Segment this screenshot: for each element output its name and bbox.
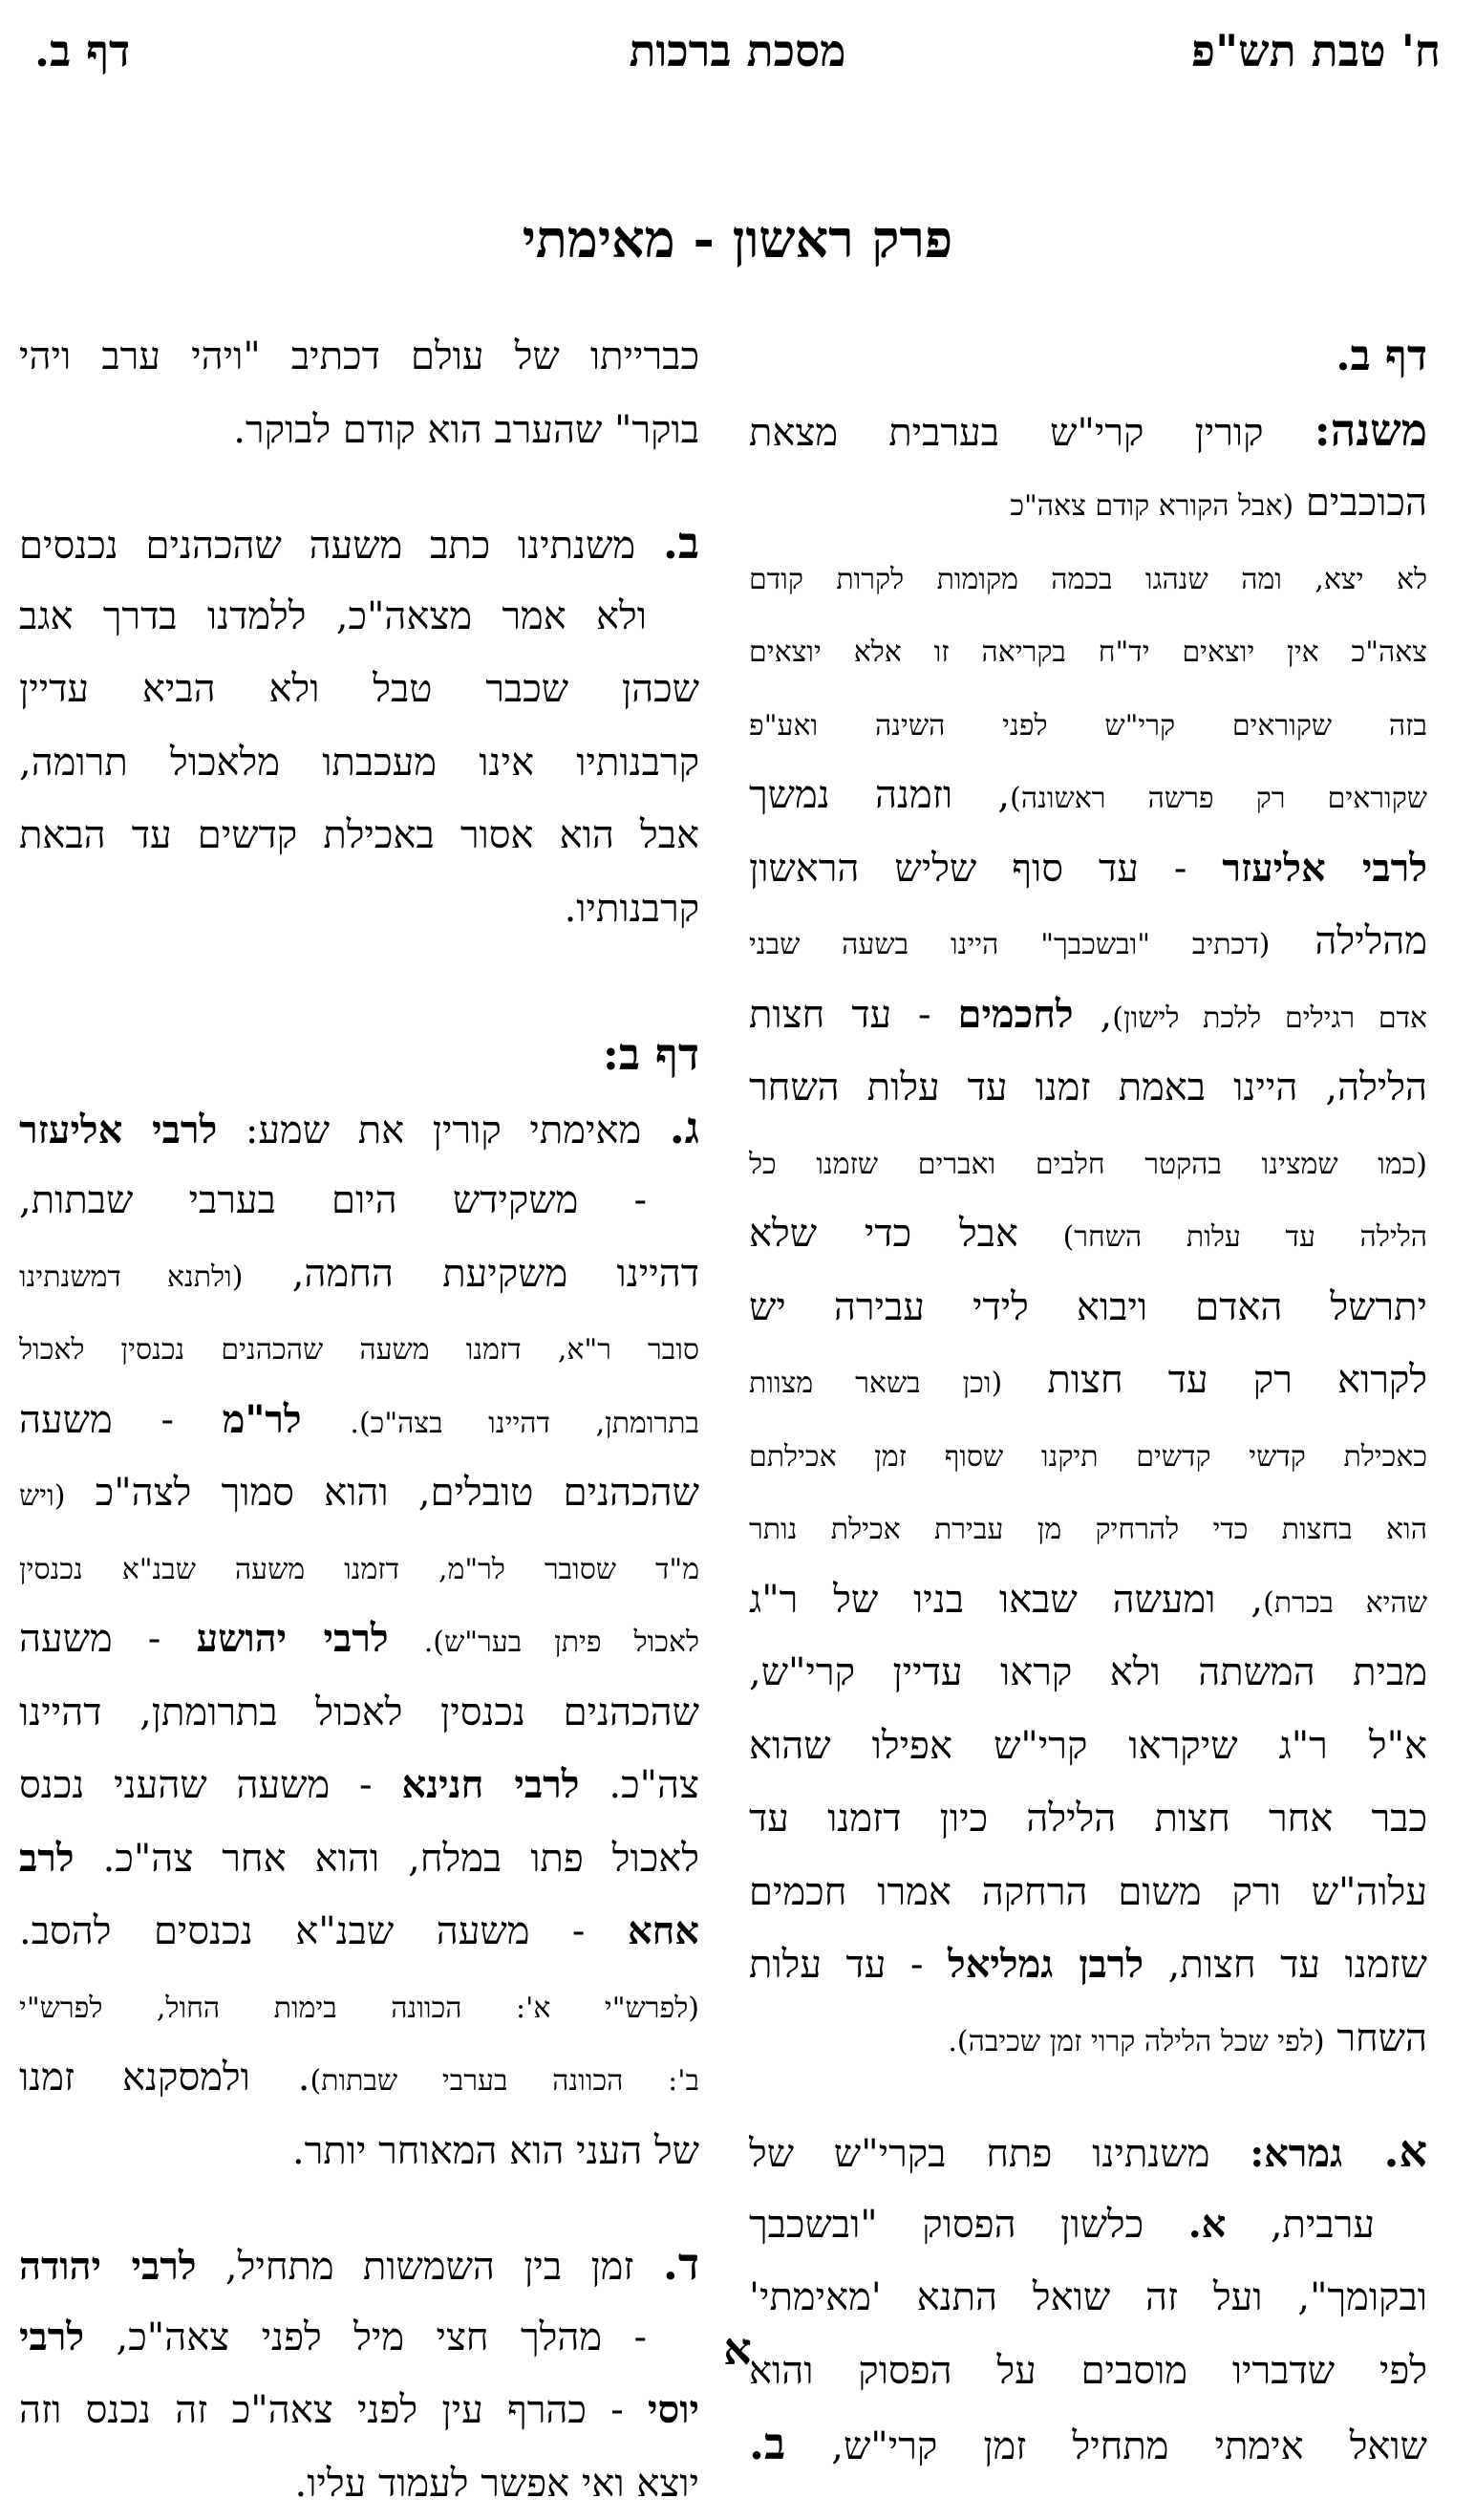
parenthetical-note: בתרומתן, דהיינו בצה"כ). <box>350 1407 699 1440</box>
text-run: השחר <box>1325 2016 1427 2060</box>
parenthetical-note: (ולתנא דמשנתינו <box>19 1260 243 1294</box>
text-line <box>749 2002 1427 2076</box>
text-run: - משעה שבנ"א נכנסים להסב. <box>19 1909 628 1953</box>
left-column <box>19 320 699 2520</box>
text-run: - משקידש היום בערבי שבתות, <box>19 1178 647 1222</box>
section-label: משנה: <box>1315 404 1427 456</box>
parenthetical-note: (אבל הקורא קודם צאה"כ <box>1010 489 1293 523</box>
left-column-body <box>19 320 699 2520</box>
text-run: הלילה, היינו באמת זמנו עד עלות השחר <box>749 1066 1427 1109</box>
text-line <box>749 394 1427 467</box>
text-run: - משעה <box>19 1398 223 1442</box>
text-run: שהכהנים נכנסין לאכול בתרומתן, דהיינו <box>19 1691 699 1734</box>
text-run: הכוכבים <box>1293 481 1427 525</box>
parenthetical-note: (דכתיב "ובשכבך" היינו בשעה שבני <box>749 928 1270 961</box>
bold-term: לרב <box>19 1836 75 1881</box>
bold-term: לרבי אליעזר <box>19 1108 217 1152</box>
text-line <box>749 905 1427 979</box>
text-run: מאימתי קורין את שמע: <box>217 1109 670 1152</box>
text-line <box>749 1417 1427 1491</box>
text-run: משנתינו פתח בקרי"ש של <box>749 2132 1250 2176</box>
text-run: כבר אחר חצות הלילה כיון דזמנו עד <box>749 1797 1427 1841</box>
tractate-name: מסכת ברכות <box>629 17 845 84</box>
text-line <box>749 1710 1427 1783</box>
text-run: - מהלך חצי מיל לפני צאה"כ, <box>84 2315 647 2359</box>
section-label: דף ב: <box>603 1028 699 1080</box>
parenthetical-note: (לפי שכל הלילה קרוי זמן שכיבה). <box>948 2025 1324 2058</box>
bold-term: לרבי יהודה <box>19 2244 197 2289</box>
text-line <box>19 1969 699 2042</box>
text-line <box>749 613 1427 686</box>
parenthetical-note: צאה"כ אין יוצאים יד"ח בקריאה זו אלא יוצאים <box>749 635 1427 669</box>
text-run: קרבנותיו אינו מעכבתו מלאכול תרומה, <box>19 741 699 785</box>
bold-term: לרבי יהושע <box>196 1616 388 1661</box>
text-line <box>749 686 1427 760</box>
text-run: אבל כדי שלא <box>749 1212 1018 1256</box>
text-run: משנתינו כתב משעה שהכהנים נכנסים <box>19 524 663 568</box>
text-run: - משעה שהעני נכנס <box>19 1763 401 1807</box>
text-run: דהיינו משקיעת החמה, <box>243 1252 699 1296</box>
text-line <box>749 1125 1427 1198</box>
text-run: בוקר" שהערב הוא קודם לבוקר. <box>233 408 699 452</box>
parenthetical-note: הוא בחצות כדי להרחיק מן עבירת אכילת נותר <box>749 1513 1427 1546</box>
text-line <box>19 726 699 800</box>
text-run: , <box>1074 993 1113 1037</box>
text-line <box>749 1856 1427 1929</box>
text-run: - עד סוף שליש הראשון <box>749 847 1222 891</box>
text-line <box>19 1164 699 1238</box>
text-line <box>749 1490 1427 1563</box>
text-line <box>19 2041 699 2115</box>
text-run: - עד חצות <box>749 993 957 1037</box>
section-label: ב. <box>749 2418 785 2469</box>
text-line <box>19 1091 699 1165</box>
text-run: - כהרף עין לפני צאה"כ זה נכנס וזה <box>19 2388 648 2432</box>
page-number: א <box>0 2320 1475 2378</box>
text-line <box>749 759 1427 832</box>
text-line <box>19 653 699 726</box>
text-line <box>19 1603 699 1676</box>
text-run: יוצא ואי אפשר לעמוד עליו. <box>294 2462 699 2506</box>
parenthetical-note: סובר ר"א, דזמנו משעה שהכהנים נכנסין לאכול <box>19 1333 699 1367</box>
chapter-title: פרק ראשון - מאימתי <box>0 196 1475 282</box>
text-run: מבית המשתה ולא קראו עדיין קרי"ש, <box>749 1650 1427 1694</box>
text-run: קורין קרי"ש בערבית מצאת <box>749 411 1315 455</box>
text-line <box>19 1384 699 1457</box>
paragraph-gap <box>19 466 699 506</box>
text-line <box>19 580 699 654</box>
text-line <box>749 2115 1427 2188</box>
text-line <box>19 799 699 872</box>
parenthetical-note: בזה שקוראים קרי"ש לפני השינה ואע"פ <box>749 709 1427 743</box>
bold-term: יוסי <box>648 2387 699 2432</box>
text-line <box>749 1563 1427 1637</box>
parenthetical-note: כאכילת קדשי קדשים תיקנו שסוף זמן אכילתם <box>749 1440 1427 1474</box>
text-run: שזמנו עד חצות, <box>1144 1943 1427 1987</box>
text-line <box>19 1530 699 1604</box>
text-run: לאכול פתו במלח, והוא אחר צה"כ. <box>75 1837 699 1881</box>
text-line <box>749 1782 1427 1856</box>
section-label: א. <box>1383 2125 1427 2177</box>
text-run: כברייתו של עולם דכתיב "ויהי ערב ויהי <box>19 334 699 378</box>
bold-term: לרבי חנינא <box>401 1762 579 1807</box>
bold-term: גמרא: <box>1250 2131 1383 2176</box>
text-run: יתרשל האדם ויבוא לידי עבירה יש <box>749 1285 1427 1329</box>
parenthetical-note: (וכן בשאר מצוות <box>749 1367 1002 1400</box>
bold-term: א. <box>1188 2202 1227 2247</box>
paragraph-gap <box>19 945 699 1018</box>
paragraph-gap <box>749 2075 1427 2115</box>
text-run: ולא אמר מצאה"כ, ללמדנו בדרך אגב <box>19 594 647 638</box>
bold-term: לחכמים <box>957 992 1073 1037</box>
right-column-body <box>749 394 1427 2481</box>
hebrew-date: ח' טבת תש"פ <box>1191 17 1441 84</box>
text-line <box>749 979 1427 1052</box>
parenthetical-note: (ויש <box>19 1479 66 1513</box>
text-run: - עד עלות <box>749 1943 948 1987</box>
text-line <box>19 1238 699 1311</box>
text-line <box>19 1018 699 1091</box>
text-line <box>19 1676 699 1750</box>
parenthetical-note: לאכול פיתן בער"ש). <box>424 1626 699 1659</box>
text-run: , ומעשה שבאו בניו של ר"ג <box>749 1578 1263 1622</box>
text-line <box>19 1310 699 1384</box>
parenthetical-note: הלילה עד עלות השחר) <box>1018 1220 1427 1254</box>
text-line <box>19 394 699 467</box>
parenthetical-note: לא יצא, ומה שנהגו בכמה מקומות לקרות קודם <box>749 563 1427 596</box>
text-line <box>19 2228 699 2301</box>
text-line <box>749 1344 1427 1417</box>
text-line <box>749 1197 1427 1271</box>
section-label: ד. <box>663 2238 699 2290</box>
text-run: קרבנותיו. <box>565 887 699 931</box>
text-line <box>19 2447 699 2520</box>
daf-label: דף ב. <box>749 320 1427 394</box>
text-run: מהלילה <box>1270 919 1427 963</box>
daf-reference: דף ב. <box>34 17 130 84</box>
paragraph-gap <box>19 2187 699 2228</box>
parenthetical-note: שקוראים רק פרשה ראשונה) <box>1010 782 1427 815</box>
text-line <box>19 872 699 946</box>
text-line <box>19 1749 699 1822</box>
parenthetical-note: שהיא בכרת) <box>1263 1586 1427 1620</box>
bold-term: אחא <box>628 1908 699 1953</box>
text-run: כלשון הפסוק "ובשכבך <box>749 2203 1188 2247</box>
text-run: שואל אימתי מתחיל זמן קרי"ש, <box>785 2424 1427 2468</box>
parenthetical-note: ב': הכוונה בערבי שבתות) <box>310 2064 700 2098</box>
page-header <box>23 17 1452 84</box>
bold-term: לרבן גמליאל <box>948 1942 1144 1987</box>
text-run: שהכהנים טובלים, והוא סמוך לצה"כ <box>66 1471 700 1515</box>
text-line <box>749 1271 1427 1345</box>
text-run: של העני הוא המאוחר יותר. <box>292 2129 699 2173</box>
text-run: , וזמנה נמשך <box>749 773 1010 817</box>
right-column <box>749 320 1427 2481</box>
text-line <box>19 1895 699 1969</box>
text-run: - משעה <box>19 1617 196 1661</box>
section-label: ג. <box>670 1102 699 1153</box>
parenthetical-note: (לפרש"י א': הכוונה בימות החול, לפרש"י <box>19 1992 699 2025</box>
text-line <box>19 2115 699 2188</box>
text-line <box>19 506 699 580</box>
text-run: זמן בין השמשות מתחיל, <box>197 2245 663 2289</box>
text-line <box>749 2407 1427 2481</box>
text-run: שכהן שכבר טבל ולא הביא עדיין <box>19 667 699 711</box>
text-line <box>19 320 699 394</box>
parenthetical-note: מ"ד שסובר לר"מ, דזמנו משעה שבנ"א נכנסין <box>19 1553 699 1586</box>
text-line <box>19 2374 699 2447</box>
text-run <box>302 1398 351 1442</box>
bold-term: לרבי <box>19 2315 84 2359</box>
section-label: ב. <box>663 517 699 569</box>
bold-term: לרבי אליעזר <box>1222 846 1427 891</box>
parenthetical-note: אדם רגילים ללכת לישון) <box>1112 1002 1427 1035</box>
text-line <box>749 1928 1427 2002</box>
text-line <box>19 1822 699 1896</box>
text-line <box>749 1051 1427 1125</box>
text-line <box>749 466 1427 540</box>
text-run: א"ל ר"ג שיקראו קרי"ש אפילו שהוא <box>749 1724 1427 1768</box>
text-run: עלוה"ש ורק משום הרחקה אמרו חכמים <box>749 1870 1427 1914</box>
text-run: ערבית, <box>1226 2203 1375 2247</box>
text-line <box>749 832 1427 906</box>
bold-term: לר"מ <box>223 1397 302 1442</box>
text-line <box>749 1636 1427 1710</box>
text-line <box>749 540 1427 614</box>
text-line <box>19 1456 699 1530</box>
text-run: לפי שדבריו מוסבים על הפסוק והוא <box>749 2349 1427 2393</box>
parenthetical-note: (כמו שמצינו בהקטר חלבים ואברים שזמנו כל <box>749 1148 1427 1181</box>
text-run <box>389 1617 424 1661</box>
text-run: אבל הוא אסור באכילת קדשים עד הבאת <box>19 813 699 857</box>
text-run: . ולמסקנא זמנו <box>19 2056 310 2100</box>
text-run: ובקומך", ועל זה שואל התנא 'מאימתי' <box>749 2275 1427 2319</box>
text-line <box>749 2188 1427 2262</box>
text-run: צה"כ. <box>580 1763 700 1807</box>
text-run: לקרוא רק עד חצות <box>1002 1358 1427 1402</box>
